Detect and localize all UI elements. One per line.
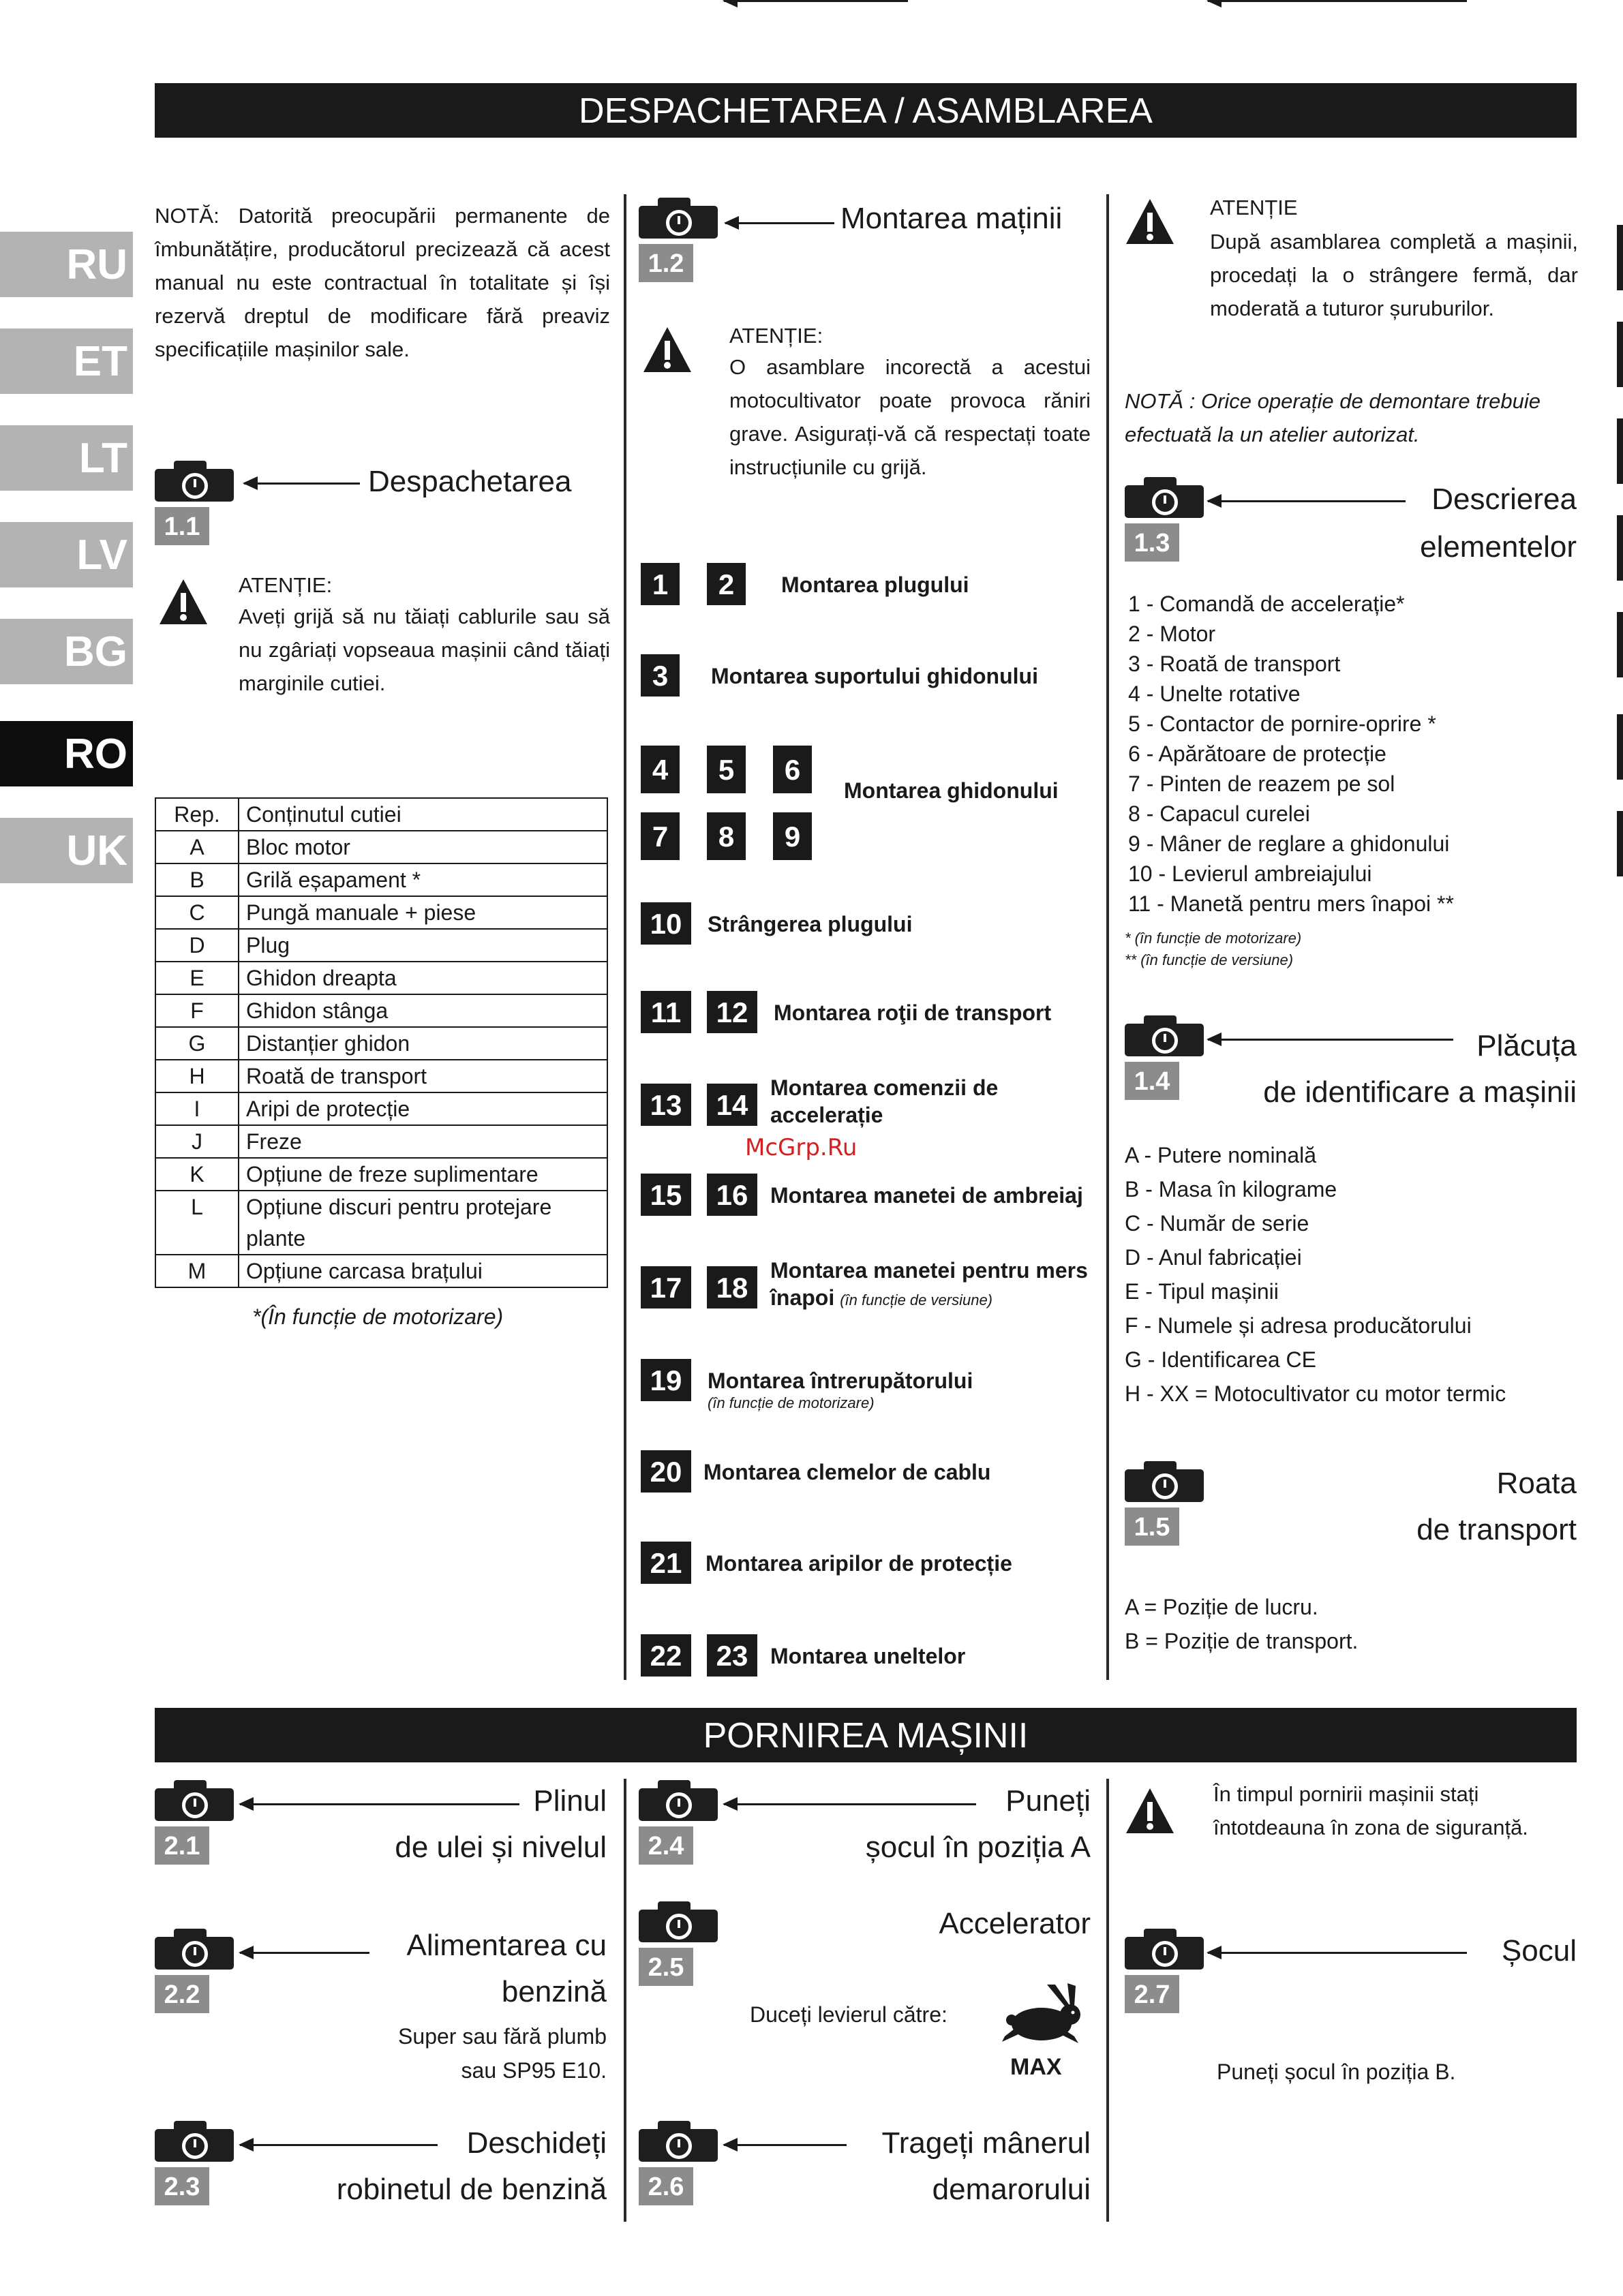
section-title: Descrierea	[1431, 483, 1577, 516]
table-cell-ref: J	[155, 1125, 239, 1158]
table-row	[155, 896, 607, 929]
step-number-badge: 10	[641, 902, 691, 945]
warning-icon	[1125, 198, 1175, 245]
step-label	[711, 662, 1094, 690]
section-title: Roata	[1496, 1467, 1577, 1500]
lang-tab-uk[interactable]: UK	[0, 818, 133, 883]
camera-icon	[155, 1929, 234, 1970]
warning-text: Aveți grijă să nu tăiați cablurile sau să nu zgâriați vopseaua mașinii când tăiați marginile cutiei.	[239, 604, 610, 695]
element-item: 1 - Comandă de accelerație*	[1128, 592, 1405, 616]
step-number-badge: 6	[773, 746, 812, 793]
step-label	[774, 999, 1094, 1026]
nota-text: NOTĂ: Datorită preocupării permanente de îmbunătățire, producătorul precizează că acest manual nu este contractual în totalitate și își rezervă dreptul de modificare fără preaviz specificațiile mașinilor sale.	[155, 204, 610, 361]
step-number-badge: 14	[707, 1084, 757, 1126]
step-label-text: Montarea manetei de ambreiaj	[770, 1183, 1083, 1208]
element-item: 6 - Apărătoare de protecție	[1128, 741, 1386, 766]
table-cell-content: Plug	[239, 929, 607, 962]
step-number-badge: 2	[707, 563, 746, 605]
camera-icon	[1125, 477, 1204, 518]
camera-ref-2-2	[155, 1929, 237, 2013]
step-number-badge: 19	[641, 1359, 691, 1401]
step-label	[770, 1642, 1094, 1670]
figure-number: 2.2	[155, 1975, 209, 2013]
camera-icon	[639, 2121, 718, 2162]
section-title: Deschideți	[466, 2126, 607, 2160]
camera-icon	[639, 1901, 718, 1942]
identification-plate-list	[1125, 1138, 1578, 1411]
camera-ref-2-7	[1125, 1929, 1207, 2013]
warning-title: ATENȚIE:	[239, 573, 333, 597]
figure-number: 1.2	[639, 244, 693, 282]
section-title-cont: de transport	[1416, 1513, 1577, 1546]
camera-ref-1-2	[639, 198, 721, 282]
table-header-cell: Rep.	[155, 798, 239, 831]
step-label	[708, 910, 1094, 938]
edge-mark	[1617, 714, 1623, 780]
step-label-text: Montarea roţii de transport	[774, 1000, 1052, 1025]
section-title: Șocul	[1501, 1934, 1577, 1968]
arrow-left-icon	[724, 0, 908, 2]
figure-number: 2.3	[155, 2167, 209, 2205]
watermark: McGrp.Ru	[745, 1134, 858, 1161]
table-row	[155, 1125, 607, 1158]
element-item: 11 - Manetă pentru mers înapoi **	[1128, 891, 1454, 916]
section-title-cont: robinetul de benzină	[336, 2173, 607, 2206]
element-item: 2 - Motor	[1128, 622, 1216, 646]
table-cell-ref: H	[155, 1060, 239, 1092]
transport-position-a: A = Poziție de lucru.	[1125, 1595, 1318, 1619]
camera-ref-2-3	[155, 2121, 237, 2205]
element-item: 5 - Contactor de pornire-oprire *	[1128, 711, 1436, 736]
plate-item: E - Tipul mașinii	[1125, 1279, 1279, 1304]
camera-icon	[1125, 1461, 1204, 1502]
figure-number: 2.6	[639, 2167, 693, 2205]
step-label	[781, 571, 1094, 598]
rabbit-icon	[999, 1982, 1088, 2045]
section-title-cont: demarorului	[932, 2173, 1091, 2206]
section-title-cont: de identificare a mașinii	[1263, 1075, 1577, 1109]
warning-title: ATENȚIE	[1210, 196, 1298, 219]
element-item: 9 - Mâner de reglare a ghidonului	[1128, 831, 1450, 856]
table-cell-content: Pungă manuale + piese	[239, 896, 607, 929]
table-header-row	[155, 798, 607, 831]
section-title: Trageți mânerul	[881, 2126, 1091, 2160]
footnote: * (în funcție de motorizare)	[1125, 930, 1302, 947]
table-row	[155, 994, 607, 1027]
figure-number: 1.5	[1125, 1507, 1179, 1546]
step-number-badge: 11	[641, 991, 691, 1033]
camera-icon	[639, 198, 718, 239]
table-cell-content: Opțiune carcasa brațului	[239, 1255, 607, 1287]
figure-number: 1.1	[155, 507, 209, 545]
step-label-text: Montarea întrerupătorului	[708, 1368, 973, 1393]
table-cell-ref: D	[155, 929, 239, 962]
step-number-badge: 17	[641, 1266, 691, 1308]
camera-icon	[155, 461, 234, 502]
lang-tab-lt[interactable]: LT	[0, 425, 133, 491]
step-number-badge: 18	[707, 1266, 757, 1308]
fuel-note: sau SP95 E10.	[461, 2058, 607, 2083]
elements-list	[1128, 589, 1578, 919]
section-title: Despachetarea	[368, 465, 572, 498]
figure-number: 2.4	[639, 1826, 693, 1865]
step-number-badge: 5	[707, 746, 746, 793]
section-title-cont: benzină	[501, 1975, 607, 2008]
table-header-cell: Conținutul cutiei	[239, 798, 607, 831]
camera-icon	[639, 1780, 718, 1821]
camera-ref-1-3	[1125, 477, 1207, 562]
accelerator-text: Duceți levierul către:	[750, 2002, 947, 2027]
step-number-badge: 21	[641, 1542, 691, 1584]
edge-mark	[1617, 225, 1623, 290]
safety-warning-text: În timpul pornirii mașinii stați întotdeauna în zona de siguranță.	[1213, 1782, 1528, 1839]
table-cell-content: Aripi de protecție	[239, 1092, 607, 1125]
step-label	[706, 1550, 1094, 1577]
table-row	[155, 1092, 607, 1125]
camera-icon	[155, 1780, 234, 1821]
warning-text: O asamblare incorectă a acestui motocultivator poate provoca răniri grave. Asigurați-vă că respectați toate instrucțiunile cu grijă.	[729, 355, 1091, 479]
step-label	[770, 1182, 1094, 1209]
choke-text: Puneți șocul în poziția B.	[1217, 2060, 1456, 2084]
figure-number: 2.5	[639, 1948, 693, 1986]
table-cell-content: Opțiune discuri pentru protejare plante	[239, 1191, 607, 1255]
lang-tab-et[interactable]: ET	[0, 328, 133, 394]
table-cell-ref: K	[155, 1158, 239, 1191]
footnote: ** (în funcție de versiune)	[1125, 951, 1294, 968]
table-cell-ref: I	[155, 1092, 239, 1125]
figure-number: 2.1	[155, 1826, 209, 1865]
table-cell-ref: C	[155, 896, 239, 929]
warning-icon	[642, 326, 693, 373]
column-divider	[624, 1779, 626, 2222]
step-number-badge: 3	[641, 654, 680, 697]
step-number-badge: 15	[641, 1174, 691, 1216]
step-number-badge: 16	[707, 1174, 757, 1216]
table-row	[155, 1191, 607, 1255]
table-cell-ref: B	[155, 863, 239, 896]
table-cell-content: Bloc motor	[239, 831, 607, 863]
step-label	[770, 1074, 1094, 1129]
column-divider	[1106, 1779, 1109, 2222]
table-row	[155, 831, 607, 863]
lang-tab-ro[interactable]: RO	[0, 721, 133, 786]
camera-icon	[1125, 1929, 1204, 1970]
camera-ref-2-1	[155, 1780, 237, 1865]
table-row	[155, 863, 607, 896]
camera-ref-1-4	[1125, 1015, 1207, 1100]
camera-ref-1-1	[155, 461, 237, 545]
table-cell-ref: G	[155, 1027, 239, 1060]
table-row	[155, 1158, 607, 1191]
plate-item: B - Masa în kilograme	[1125, 1177, 1337, 1201]
step-label	[844, 777, 1094, 804]
edge-mark	[1617, 515, 1623, 581]
step-label-text: Montarea clemelor de cablu	[703, 1460, 991, 1484]
section-title: Alimentarea cu	[406, 1929, 607, 1962]
plate-item: H - XX = Motocultivator cu motor termic	[1125, 1381, 1506, 1406]
step-number-badge: 9	[773, 812, 812, 860]
plate-item: A - Putere nominală	[1125, 1143, 1317, 1167]
camera-icon	[155, 2121, 234, 2162]
element-item: 3 - Roată de transport	[1128, 652, 1341, 676]
step-note: (în funcție de motorizare)	[708, 1394, 875, 1411]
section-title: Plăcuța	[1476, 1029, 1577, 1062]
table-row	[155, 1027, 607, 1060]
fuel-note: Super sau fără plumb	[398, 2024, 607, 2049]
edge-mark	[1617, 612, 1623, 677]
plate-item: C - Număr de serie	[1125, 1211, 1309, 1236]
step-label	[708, 1367, 1094, 1412]
element-item: 7 - Pinten de reazem pe sol	[1128, 771, 1395, 796]
table-cell-content: Distanțier ghidon	[239, 1027, 607, 1060]
section-title: Puneți	[1005, 1784, 1091, 1818]
section-header-unpacking: DESPACHETAREA / ASAMBLAREA	[155, 83, 1577, 138]
figure-number: 1.4	[1125, 1062, 1179, 1100]
table-cell-ref: F	[155, 994, 239, 1027]
step-number-badge: 8	[707, 812, 746, 860]
column-divider	[624, 194, 626, 1680]
element-item: 8 - Capacul curelei	[1128, 801, 1310, 826]
step-number-badge: 20	[641, 1450, 691, 1493]
step-label-text: Montarea comenzii de accelerație	[770, 1075, 999, 1127]
step-label	[770, 1257, 1094, 1314]
section-title: Montarea maținii	[840, 202, 1063, 235]
step-number-badge: 13	[641, 1084, 691, 1126]
table-cell-ref: M	[155, 1255, 239, 1287]
nota-text: NOTĂ : Orice operație de demontare trebuie efectuată la un atelier autorizat.	[1125, 389, 1541, 446]
edge-mark	[1617, 322, 1623, 387]
table-cell-content: Grilă eșapament *	[239, 863, 607, 896]
section-title-cont: elementelor	[1420, 530, 1577, 564]
step-number-badge: 23	[707, 1634, 757, 1677]
step-label-text: Montarea ghidonului	[844, 778, 1059, 803]
transport-position-b: B = Poziție de transport.	[1125, 1629, 1359, 1653]
box-contents-table	[155, 797, 608, 1288]
camera-ref-1-5	[1125, 1461, 1207, 1546]
plate-item: F - Numele și adresa producătorului	[1125, 1313, 1472, 1338]
arrow-left-icon	[244, 483, 360, 485]
arrow-left-icon	[1208, 0, 1467, 2]
section-title-cont: de ulei și nivelul	[395, 1831, 607, 1864]
warning-icon	[158, 578, 209, 626]
section-title: Plinul	[533, 1784, 607, 1818]
table-cell-content: Freze	[239, 1125, 607, 1158]
table-row	[155, 1060, 607, 1092]
camera-ref-2-6	[639, 2121, 721, 2205]
step-label-text: Montarea aripilor de protecție	[706, 1551, 1012, 1576]
lang-tab-ru[interactable]: RU	[0, 232, 133, 297]
table-cell-ref: A	[155, 831, 239, 863]
edge-mark	[1617, 418, 1623, 484]
table-cell-content: Roată de transport	[239, 1060, 607, 1092]
edge-mark	[1617, 811, 1623, 876]
plate-item: G - Identificarea CE	[1125, 1347, 1316, 1372]
step-number-badge: 22	[641, 1634, 691, 1677]
table-footnote: *(În funcție de motorizare)	[252, 1304, 504, 1329]
step-note: (în funcție de versiune)	[840, 1291, 992, 1308]
camera-icon	[1125, 1015, 1204, 1056]
step-label-text: Montarea plugului	[781, 572, 969, 597]
table-cell-content: Ghidon dreapta	[239, 962, 607, 994]
camera-ref-2-5	[639, 1901, 721, 1986]
table-row	[155, 929, 607, 962]
figure-number: 2.7	[1125, 1975, 1179, 2013]
step-number-badge: 4	[641, 746, 680, 793]
max-label: MAX	[1010, 2054, 1062, 2080]
camera-ref-2-4	[639, 1780, 721, 1865]
plate-item: D - Anul fabricației	[1125, 1245, 1302, 1270]
warning-title: ATENȚIE:	[729, 324, 823, 348]
step-label-text: Strângerea plugului	[708, 912, 913, 936]
step-number-badge: 7	[641, 812, 680, 860]
figure-number: 1.3	[1125, 523, 1179, 562]
table-cell-ref: E	[155, 962, 239, 994]
table-row	[155, 962, 607, 994]
section-title-cont: șocul în poziția A	[865, 1831, 1091, 1864]
step-number-badge: 12	[707, 991, 757, 1033]
table-cell-ref: L	[155, 1191, 239, 1255]
table-cell-content: Ghidon stânga	[239, 994, 607, 1027]
table-row	[155, 1255, 607, 1287]
section-header-starting: PORNIREA MAȘINII	[155, 1708, 1577, 1762]
warning-icon	[1125, 1787, 1175, 1835]
lang-tab-lv[interactable]: LV	[0, 522, 133, 587]
step-number-badge: 1	[641, 563, 680, 605]
step-label-text: Montarea manetei pentru mers înapoi	[770, 1258, 1088, 1310]
step-label	[703, 1458, 1094, 1486]
element-item: 10 - Levierul ambreiajului	[1128, 861, 1372, 886]
table-cell-content: Opțiune de freze suplimentare	[239, 1158, 607, 1191]
step-label-text: Montarea suportului ghidonului	[711, 664, 1038, 688]
warning-text: După asamblarea completă a mașinii, procedați la o strângere fermă, dar moderată a tuturor șuruburilor.	[1210, 230, 1578, 320]
step-label-text: Montarea uneltelor	[770, 1644, 966, 1668]
lang-tab-bg[interactable]: BG	[0, 619, 133, 684]
arrow-left-icon	[725, 222, 834, 224]
section-title: Accelerator	[939, 1907, 1091, 1940]
column-divider	[1106, 194, 1109, 1680]
element-item: 4 - Unelte rotative	[1128, 682, 1301, 706]
